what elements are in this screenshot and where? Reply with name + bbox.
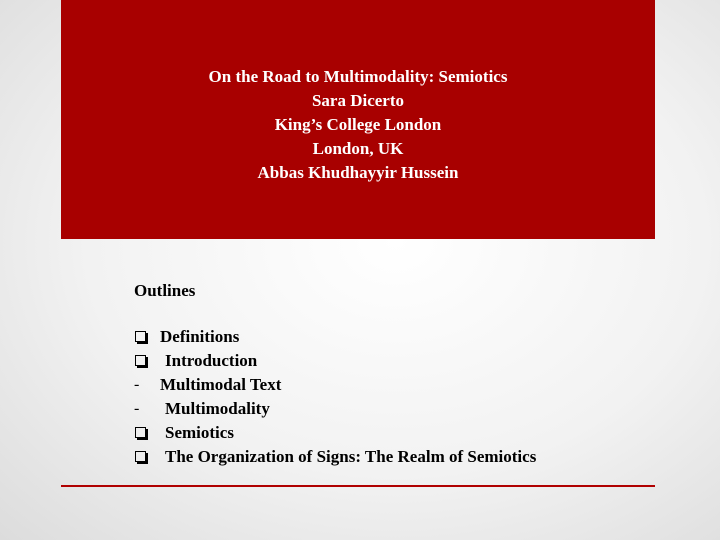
outline-item-label: Multimodal Text <box>160 375 282 394</box>
outline-item <box>134 445 654 469</box>
checkbox-bullet-icon <box>134 423 160 443</box>
outline-item <box>134 373 654 397</box>
outline-item-label: Introduction <box>165 351 258 370</box>
location: London, UK <box>312 139 404 158</box>
outline-section <box>134 281 654 469</box>
dash-bullet: - <box>134 376 140 393</box>
outline-item-label: The Organization of Signs: The Realm of Semiotics <box>165 447 537 466</box>
institution: King’s College London <box>274 115 442 134</box>
outline-item <box>134 325 654 349</box>
outline-heading: Outlines <box>134 281 196 300</box>
outline-item <box>134 349 654 373</box>
outline-item <box>134 397 654 421</box>
presenter-name: Abbas Khudhayyir Hussein <box>257 163 459 182</box>
author-name: Sara Dicerto <box>311 91 405 110</box>
checkbox-bullet-icon <box>134 351 160 371</box>
dash-bullet: - <box>134 400 140 417</box>
outline-item-label: Definitions <box>160 327 240 346</box>
outline-item <box>134 421 654 445</box>
footer-divider <box>61 485 655 487</box>
presentation-title: On the Road to Multimodality: Semiotics <box>208 67 508 86</box>
title-block <box>61 0 655 239</box>
outline-item-label: Semiotics <box>165 423 234 442</box>
outline-item-label: Multimodality <box>165 399 270 418</box>
checkbox-bullet-icon <box>134 447 160 467</box>
checkbox-bullet-icon <box>134 327 160 347</box>
